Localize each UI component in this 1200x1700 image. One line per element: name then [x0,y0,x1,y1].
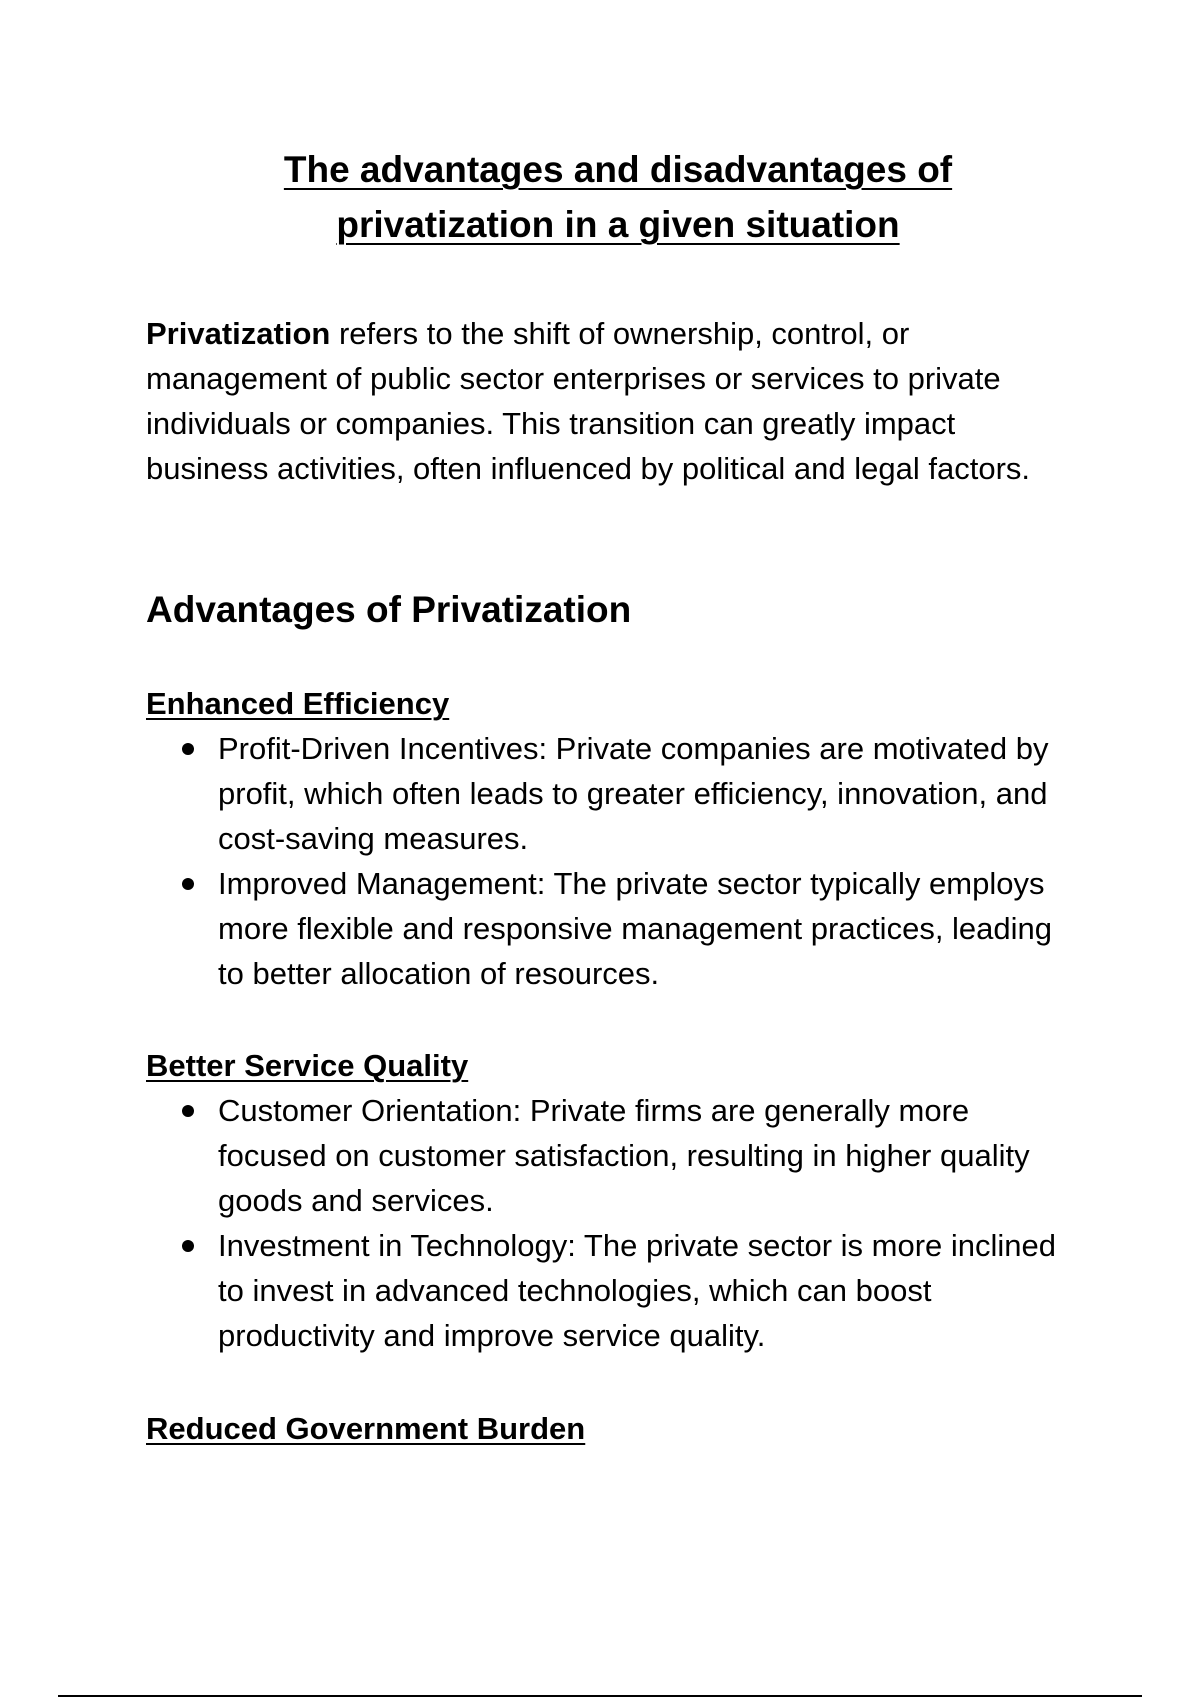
bullet-icon [182,1240,194,1252]
bullet-icon [182,1105,194,1117]
list-item [218,726,1078,861]
list-item [218,861,1078,996]
subheading-reduced-government-burden: Reduced Government Burden [146,1411,586,1446]
subheading-enhanced-efficiency: Enhanced Efficiency [146,686,450,721]
intro-paragraph [146,311,1076,491]
document-title [146,142,1090,252]
document-title-line-1: The advantages and disadvantages of [283,149,953,190]
list-item-text: Investment in Technology: The private sector is more inclined to invest in advanced technologies, which can boost productivity and improve service quality. [218,1228,1056,1353]
page-bottom-rule [58,1695,1142,1697]
enhanced-efficiency-list [218,726,1078,996]
bullet-icon [182,878,194,890]
list-item-text: Customer Orientation: Private firms are generally more focused on customer satisfaction, resulting in higher quality goods and services. [218,1093,1030,1218]
list-item [218,1088,1078,1223]
intro-text: refers to the shift of ownership, control, or management of public sector enterprises or services to private individuals or companies. This transition can greatly impact business activities, often influenced by political and legal factors. [146,316,1030,486]
list-item [218,1223,1078,1358]
intro-term: Privatization [146,316,331,351]
bullet-icon [182,743,194,755]
better-service-quality-list [218,1088,1078,1358]
advantages-heading: Advantages of Privatization [146,589,632,630]
subheading-better-service-quality: Better Service Quality [146,1048,469,1083]
document-title-line-2: privatization in a given situation [336,204,900,245]
list-item-text: Improved Management: The private sector typically employs more flexible and responsive management practices, leading to better allocation of resources. [218,866,1053,991]
list-item-text: Profit-Driven Incentives: Private companies are motivated by profit, which often leads to greater efficiency, innovation, and cost-saving measures. [218,731,1049,856]
